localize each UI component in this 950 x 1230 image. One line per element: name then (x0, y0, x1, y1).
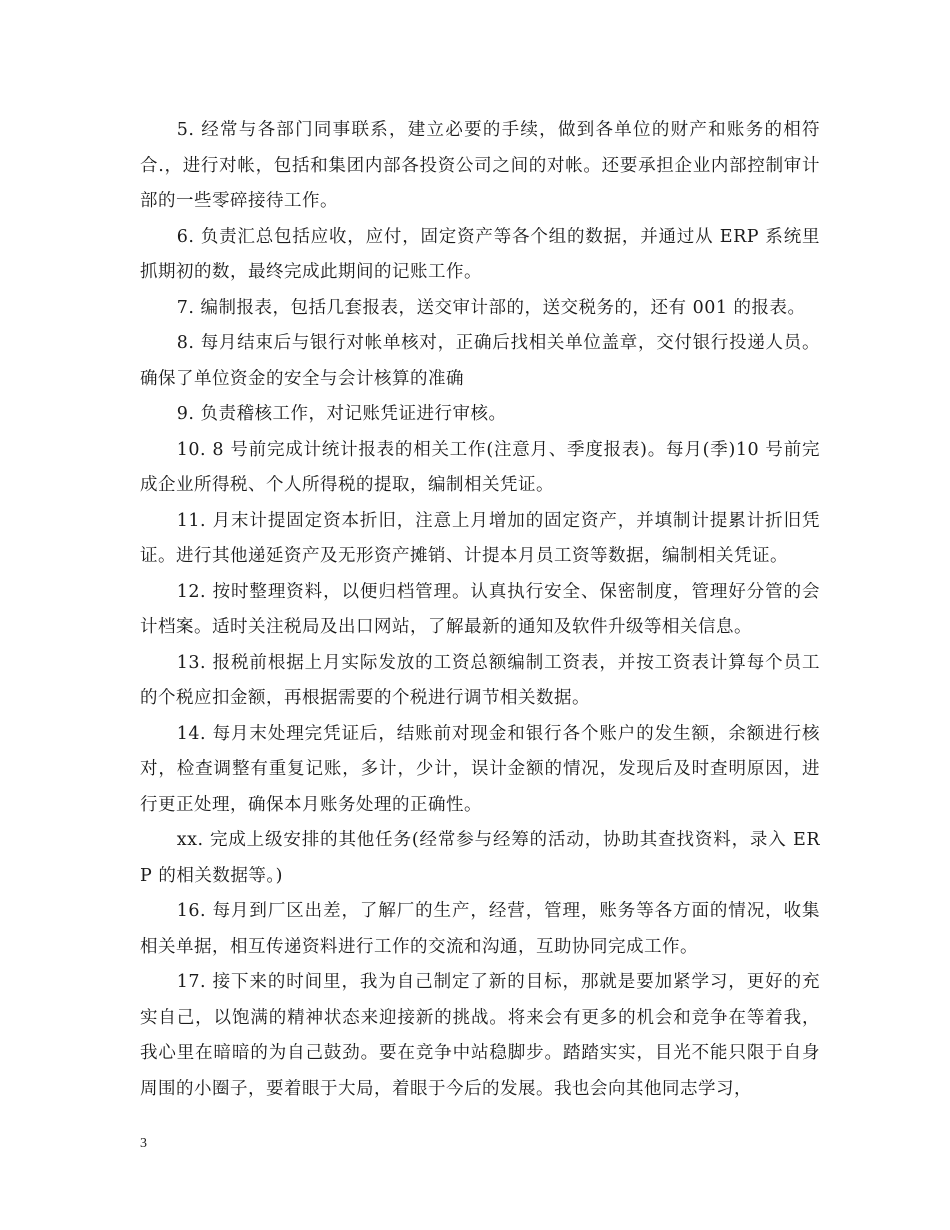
document-body (140, 113, 820, 1107)
paragraph-item-8: 8. 每月结束后与银行对帐单核对，正确后找相关单位盖章，交付银行投递人员。确保了单位资金的安全与会计核算的准确 (140, 333, 820, 389)
paragraph-item-6: 6. 负责汇总包括应收，应付，固定资产等各个组的数据，并通过从 ERP 系统里抓期初的数，最终完成此期间的记账工作。 (140, 226, 820, 282)
paragraph-item-16: 16. 每月到厂区出差，了解厂的生产，经营，管理，账务等各方面的情况，收集相关单据，相互传递资料进行工作的交流和沟通，互助协同完成工作。 (140, 901, 820, 957)
paragraph-item-11: 11. 月末计提固定资本折旧，注意上月增加的固定资产，并填制计提累计折旧凭证。进行其他递延资产及无形资产摊销、计提本月员工资等数据，编制相关凭证。 (140, 510, 820, 566)
paragraph-item-14: 14. 每月末处理完凭证后，结账前对现金和银行各个账户的发生额，余额进行核对，检查调整有重复记账，多计，少计，误计金额的情况，发现后及时查明原因，进行更正处理，确保本月账务处理的正确性。 (140, 723, 820, 815)
paragraph-item-5: 5. 经常与各部门同事联系，建立必要的手续，做到各单位的财产和账务的相符合.，进行对帐，包括和集团内部各投资公司之间的对帐。还要承担企业内部控制审计部的一些零碎接待工作。 (140, 120, 820, 211)
paragraph-item-13: 13. 报税前根据上月实际发放的工资总额编制工资表，并按工资表计算每个员工的个税应扣金额，再根据需要的个税进行调节相关数据。 (140, 652, 820, 708)
paragraph-item-7: 7. 编制报表，包括几套报表，送交审计部的，送交税务的，还有 001 的报表。 (176, 297, 806, 318)
paragraph-item-12: 12. 按时整理资料，以便归档管理。认真执行安全、保密制度，管理好分管的会计档案。适时关注税局及出口网站，了解最新的通知及软件升级等相关信息。 (140, 581, 820, 637)
paragraph-item-17: 17. 接下来的时间里，我为自己制定了新的目标，那就是要加紧学习，更好的充实自己，以饱满的精神状态来迎接新的挑战。将来会有更多的机会和竞争在等着我，我心里在暗暗的为自己鼓劲。要在竞争中站稳脚步。踏踏实实，目光不能只限于自身周围的小圈子，要着眼于大局，着眼于今后的发展。我也会向其他同志学习， (140, 972, 820, 1099)
paragraph-item-9: 9. 负责稽核工作，对记账凭证进行审核。 (176, 404, 507, 424)
paragraph-item-10: 10. 8 号前完成计统计报表的相关工作(注意月、季度报表)。每月(季)10 号前完成企业所得税、个人所得税的提取，编制相关凭证。 (140, 439, 820, 495)
paragraph-item-xx: xx. 完成上级安排的其他任务(经常参与经筹的活动，协助其查找资料，录入 ERP 的相关数据等。) (140, 830, 820, 886)
page-number: 3 (140, 1136, 147, 1151)
